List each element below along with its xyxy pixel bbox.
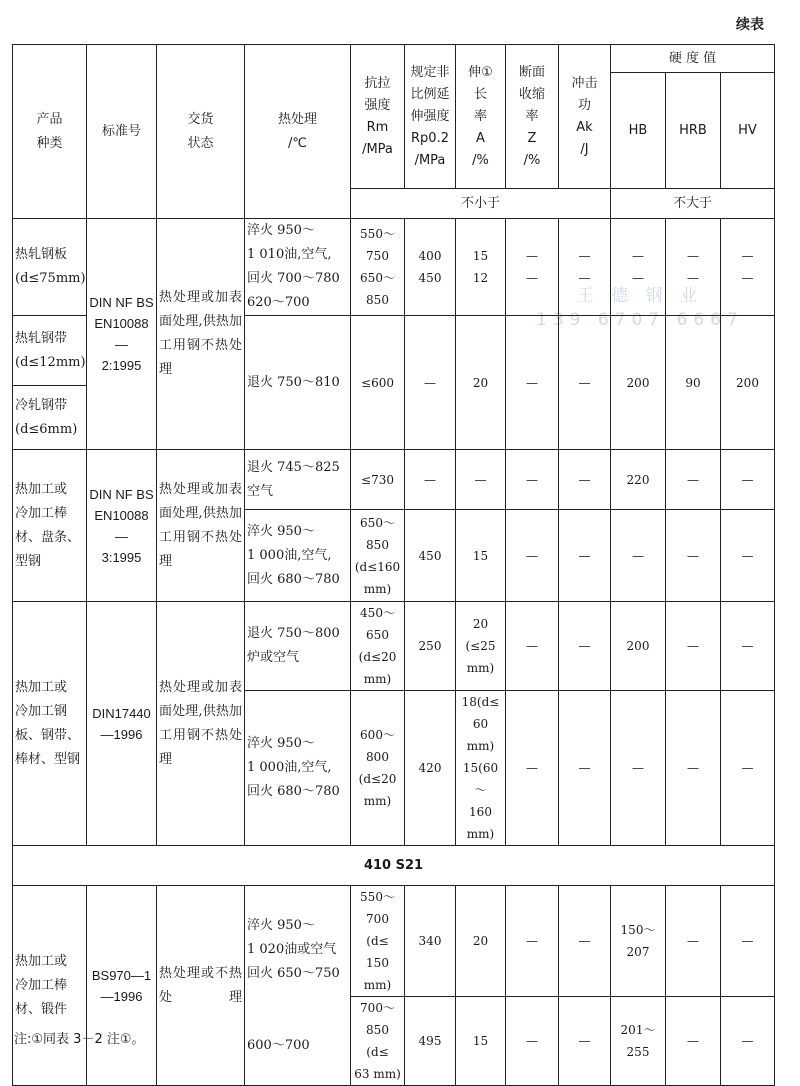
hrb-cell: —: [666, 997, 721, 1086]
heat-treatment-cell: 退火 750～810: [245, 316, 351, 450]
hb-cell: —: [611, 691, 666, 846]
yield-cell: 420: [405, 691, 456, 846]
tensile-cell: ≤600: [351, 316, 405, 450]
hv-cell: —: [721, 602, 775, 691]
hrb-cell: 90: [666, 316, 721, 450]
reduction-cell: —: [506, 316, 559, 450]
hb-cell: 200: [611, 602, 666, 691]
hv-cell: —: [721, 997, 775, 1086]
yield-cell: 495: [405, 997, 456, 1086]
continued-label: 续表: [736, 17, 764, 33]
hv-cell: —: [721, 510, 775, 602]
elongation-cell: 20: [456, 316, 506, 450]
header-standard: 标准号: [87, 45, 157, 219]
section-title: 410 S21: [13, 846, 775, 886]
header-reduction-of-area: 断面 收缩 率 Z /%: [506, 45, 559, 189]
header-min-label: 不小于: [351, 189, 611, 219]
delivery-state-cell: 热处理或加表面处理,供热加工用钢不热处理: [157, 602, 245, 846]
footnote: 注:①同表 3－2 注①。: [14, 1032, 145, 1047]
hrb-cell: —: [666, 450, 721, 510]
elongation-cell: 15: [456, 510, 506, 602]
tensile-cell: ≤730: [351, 450, 405, 510]
elongation-cell: 20 (≤25 mm): [456, 602, 506, 691]
header-max-label: 不大于: [611, 189, 775, 219]
hb-cell: 150～ 207: [611, 886, 666, 997]
impact-cell: —: [559, 510, 611, 602]
product-type-cell: 热轧钢带 (d≤12mm): [13, 316, 87, 386]
heat-treatment-cell: 淬火 950～ 1 000油,空气, 回火 680～780: [245, 510, 351, 602]
header-hrb: HRB: [666, 73, 721, 189]
header-hv: HV: [721, 73, 775, 189]
hb-cell: 201～ 255: [611, 997, 666, 1086]
hrb-cell: —: [666, 510, 721, 602]
hrb-cell: — —: [666, 219, 721, 316]
hb-cell: 220: [611, 450, 666, 510]
tensile-cell: 700～850 (d≤ 63 mm): [351, 997, 405, 1086]
heat-treatment-cell: 淬火 950～ 1 000油,空气, 回火 680～780: [245, 691, 351, 846]
reduction-cell: —: [506, 997, 559, 1086]
yield-cell: —: [405, 316, 456, 450]
tensile-cell: 550～750 650～850: [351, 219, 405, 316]
tensile-cell: 650～850 (d≤160 mm): [351, 510, 405, 602]
yield-cell: 450: [405, 510, 456, 602]
hrb-cell: —: [666, 886, 721, 997]
hb-cell: —: [611, 510, 666, 602]
delivery-state-cell: 热处理或加表面处理,供热加工用钢不热处理: [157, 450, 245, 602]
product-type-cell: 热加工或 冷加工棒 材、盘条、 型钢: [13, 450, 87, 602]
watermark-line2: 139 6707 6667: [536, 310, 744, 330]
yield-cell: —: [405, 450, 456, 510]
hv-cell: —: [721, 450, 775, 510]
impact-cell: —: [559, 886, 611, 997]
yield-cell: 400 450: [405, 219, 456, 316]
delivery-state-cell: 热处理或加表面处理,供热加工用钢不热处理: [157, 219, 245, 450]
hv-cell: — —: [721, 219, 775, 316]
elongation-cell: 15 12: [456, 219, 506, 316]
hv-cell: —: [721, 691, 775, 846]
tensile-cell: 450～650 (d≤20 mm): [351, 602, 405, 691]
impact-cell: — —: [559, 219, 611, 316]
impact-cell: —: [559, 997, 611, 1086]
steel-properties-table: [12, 44, 775, 1086]
yield-cell: 340: [405, 886, 456, 997]
elongation-cell: —: [456, 450, 506, 510]
header-heat-treatment: 热处理 /℃: [245, 45, 351, 219]
reduction-cell: —: [506, 602, 559, 691]
header-hardness: 硬 度 值: [611, 45, 775, 73]
product-type-cell: 热加工或 冷加工棒 材、锻件: [13, 886, 87, 1086]
header-tensile-strength: 抗拉 强度 Rm /MPa: [351, 45, 405, 189]
product-type-cell: 热轧钢板 (d≤75mm): [13, 219, 87, 316]
product-type-cell: 热加工或 冷加工钢 板、钢带、 棒材、型钢: [13, 602, 87, 846]
hrb-cell: —: [666, 691, 721, 846]
header-delivery-state: 交货 状态: [157, 45, 245, 219]
impact-cell: —: [559, 450, 611, 510]
header-hb: HB: [611, 73, 666, 189]
product-type-cell: 冷轧钢带 (d≤6mm): [13, 386, 87, 450]
reduction-cell: —: [506, 886, 559, 997]
hv-cell: —: [721, 886, 775, 997]
standard-cell: DIN17440 —1996: [87, 602, 157, 846]
standard-cell: BS970—1 —1996: [87, 886, 157, 1086]
heat-treatment-cell: 退火 745～825 空气: [245, 450, 351, 510]
heat-treatment-cell: 淬火 950～ 1 010油,空气, 回火 700～780 620～700: [245, 219, 351, 316]
header-impact-energy: 冲击 功 Ak /J: [559, 45, 611, 189]
hb-cell: — —: [611, 219, 666, 316]
elongation-cell: 18(d≤ 60 mm) 15(60～ 160 mm): [456, 691, 506, 846]
reduction-cell: — —: [506, 219, 559, 316]
header-elongation: 伸① 长 率 A /%: [456, 45, 506, 189]
tensile-cell: 600～800 (d≤20 mm): [351, 691, 405, 846]
standard-cell: DIN NF BS EN10088— 3:1995: [87, 450, 157, 602]
impact-cell: —: [559, 602, 611, 691]
reduction-cell: —: [506, 450, 559, 510]
hrb-cell: —: [666, 602, 721, 691]
tensile-cell: 550～700 (d≤ 150 mm): [351, 886, 405, 997]
impact-cell: —: [559, 316, 611, 450]
standard-cell: DIN NF BS EN10088— 2:1995: [87, 219, 157, 450]
heat-treatment-cell: 退火 750～800 炉或空气: [245, 602, 351, 691]
hb-cell: 200: [611, 316, 666, 450]
header-product-type: 产品 种类: [13, 45, 87, 219]
elongation-cell: 20: [456, 886, 506, 997]
delivery-state-cell: 热处理或不热处理: [157, 886, 245, 1086]
reduction-cell: —: [506, 510, 559, 602]
header-yield-strength: 规定非 比例延 伸强度 Rp0.2 /MPa: [405, 45, 456, 189]
watermark-line1: 王 德 钢 业: [576, 286, 703, 306]
elongation-cell: 15: [456, 997, 506, 1086]
yield-cell: 250: [405, 602, 456, 691]
hv-cell: 200: [721, 316, 775, 450]
heat-treatment-cell: 淬火 950～ 1 020油或空气 回火 650～750 600～700: [245, 886, 351, 1086]
reduction-cell: —: [506, 691, 559, 846]
impact-cell: —: [559, 691, 611, 846]
